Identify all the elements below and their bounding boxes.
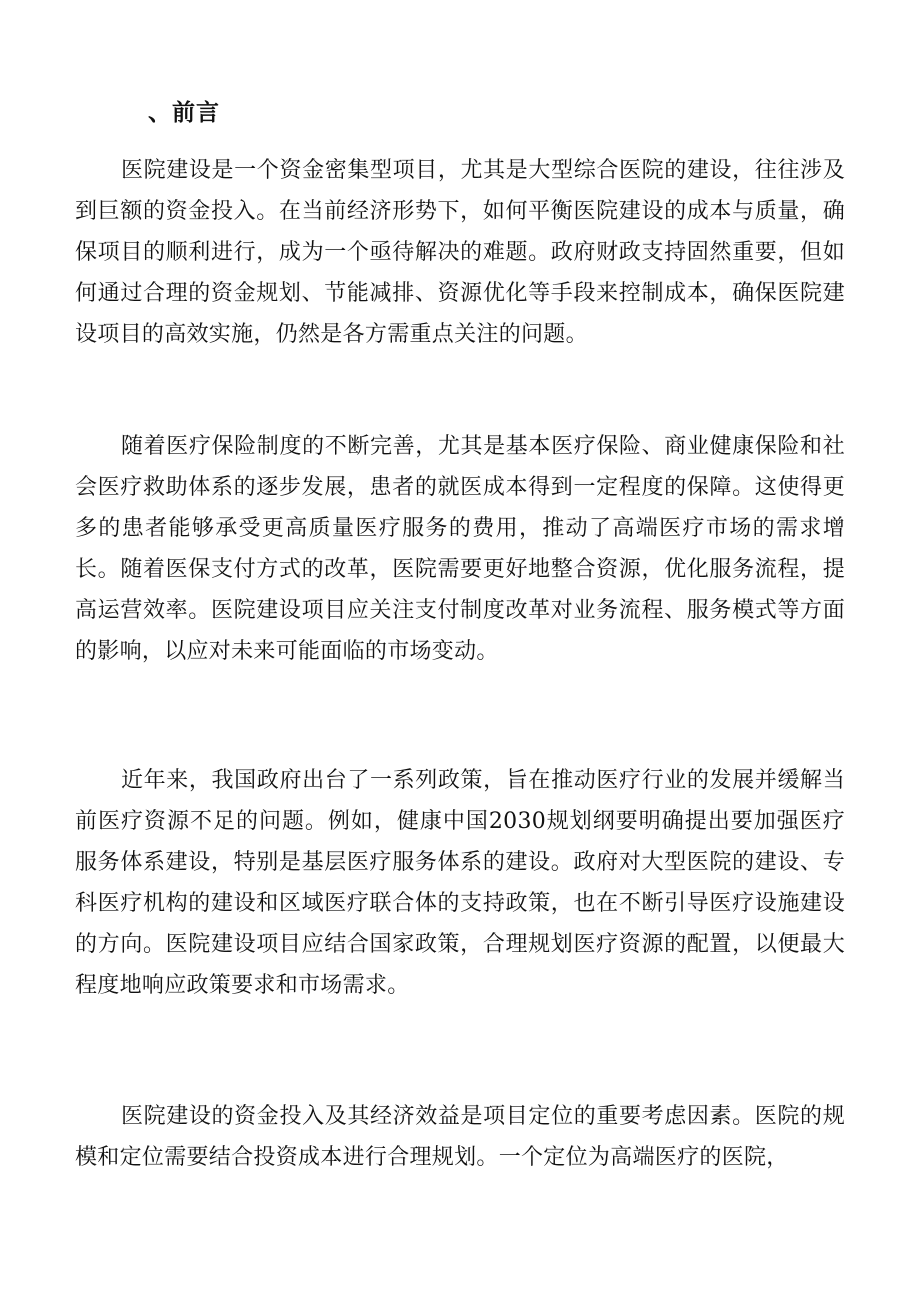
paragraph: 医院建设的资金投入及其经济效益是项目定位的重要考虑因素。医院的规模和定位需要结合投资成本进行合理规划。一个定位为高端医疗的医院， <box>75 1104 845 1170</box>
paragraph: 近年来，我国政府出台了一系列政策，旨在推动医疗行业的发展并缓解当前医疗资源不足的问题。例如，健康中国2030规划纲要明确提出要加强医疗服务体系建设，特别是基层医疗服务体系的建设。政府对大型医院的建设、专科医疗机构的建设和区域医疗联合体的支持政策，也在不断引导医疗设施建设的方向。医院建设项目应结合国家政策，合理规划医疗资源的配置，以便最大程度地响应政策要求和市场需求。 <box>75 768 845 998</box>
paragraph: 随着医疗保险制度的不断完善，尤其是基本医疗保险、商业健康保险和社会医疗救助体系的逐步发展，患者的就医成本得到一定程度的保障。这使得更多的患者能够承受更高质量医疗服务的费用，推动了高端医疗市场的需求增长。随着医保支付方式的改革，医院需要更好地整合资源，优化服务流程，提高运营效率。医院建设项目应关注支付制度改革对业务流程、服务模式等方面的影响，以应对未来可能面临的市场变动。 <box>75 434 845 664</box>
section-heading: 、前言 <box>148 100 220 126</box>
paragraph: 医院建设是一个资金密集型项目，尤其是大型综合医院的建设，往往涉及到巨额的资金投入。在当前经济形势下，如何平衡医院建设的成本与质量，确保项目的顺利进行，成为一个亟待解决的难题。政府财政支持固然重要，但如何通过合理的资金规划、节能减排、资源优化等手段来控制成本，确保医院建设项目的高效实施，仍然是各方需重点关注的问题。 <box>75 158 845 347</box>
